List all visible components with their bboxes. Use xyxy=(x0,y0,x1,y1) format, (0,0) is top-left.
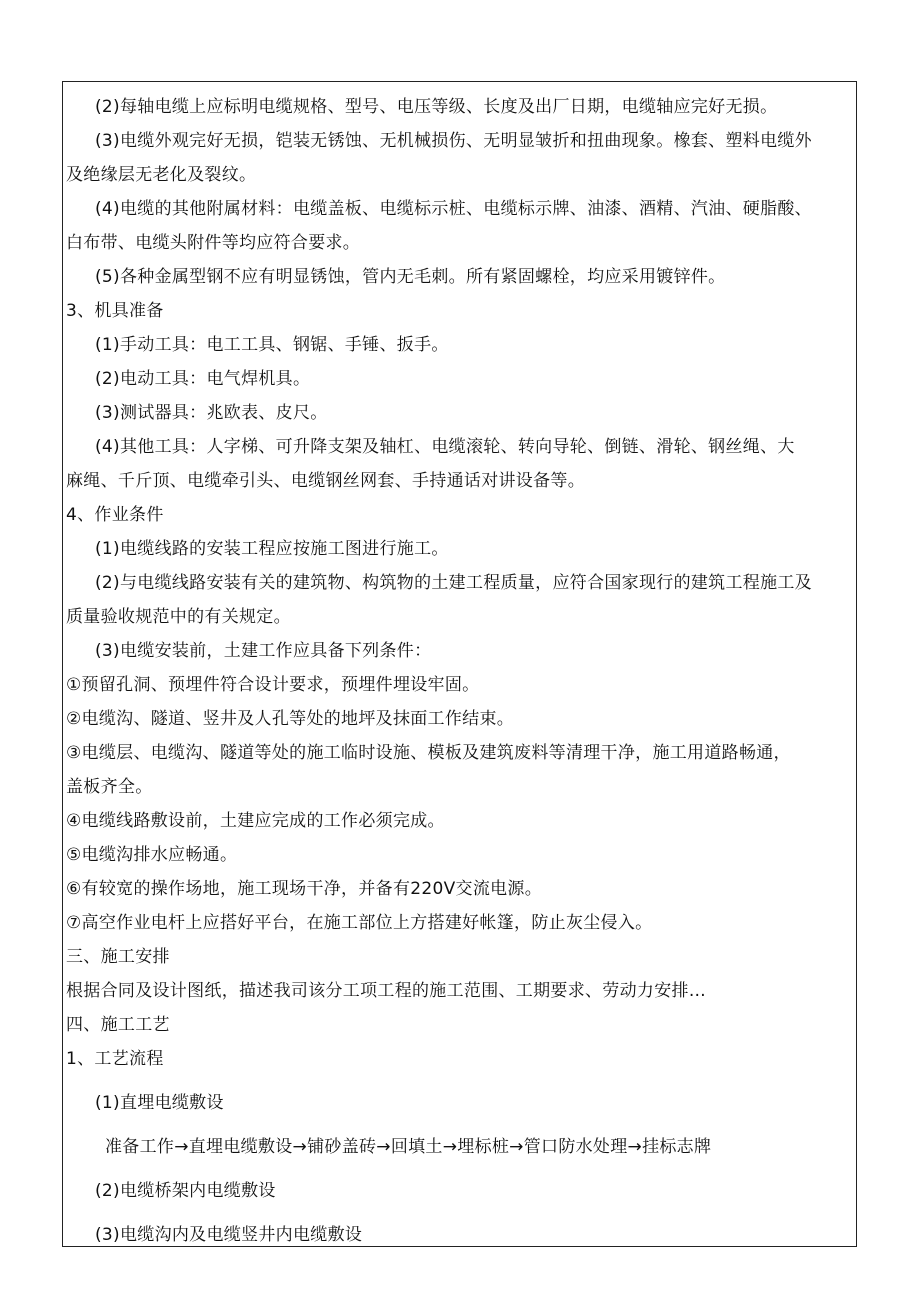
text-line: ⑥有较宽的操作场地，施工现场干净，并备有220V交流电源。 xyxy=(66,879,543,899)
text-line: 1、工艺流程 xyxy=(66,1049,164,1069)
text-line: 质量验收规范中的有关规定。 xyxy=(66,607,291,627)
text-line: (3)电缆外观完好无损，铠装无锈蚀、无机械损伤、无明显皱折和扭曲现象。橡套、塑料电缆外 xyxy=(95,131,812,151)
text-line: 及绝缘层无老化及裂纹。 xyxy=(66,165,257,185)
text-line: (5)各种金属型钢不应有明显锈蚀，管内无毛刺。所有紧固螺栓，均应采用镀锌件。 xyxy=(95,267,726,287)
text-line: 三、施工安排 xyxy=(66,947,170,967)
text-line: 根据合同及设计图纸，描述我司该分工项工程的施工范围、工期要求、劳动力安排… xyxy=(66,981,707,1001)
text-line: ⑦高空作业电杆上应搭好平台，在施工部位上方搭建好帐篷，防止灰尘侵入。 xyxy=(66,913,653,933)
text-line: (4)其他工具：人字梯、可升降支架及轴杠、电缆滚轮、转向导轮、倒链、滑轮、钢丝绳、大 xyxy=(95,437,795,457)
text-line: 麻绳、千斤顶、电缆牵引头、电缆钢丝网套、手持通话对讲设备等。 xyxy=(66,471,585,491)
text-line: (3)电缆安装前，土建工作应具备下列条件： xyxy=(95,641,432,661)
text-line: (1)手动工具：电工工具、钢锯、手锤、扳手。 xyxy=(95,335,449,355)
text-line: 四、施工工艺 xyxy=(66,1015,170,1035)
text-line: (4)电缆的其他附属材料：电缆盖板、电缆标示桩、电缆标示牌、油漆、酒精、汽油、硬脂酸、 xyxy=(95,199,812,219)
text-line: (3)测试器具：兆欧表、皮尺。 xyxy=(95,403,328,423)
text-line: (3)电缆沟内及电缆竖井内电缆敷设 xyxy=(95,1225,363,1245)
text-line: ①预留孔洞、预埋件符合设计要求，预埋件埋设牢固。 xyxy=(66,675,480,695)
text-line: (2)与电缆线路安装有关的建筑物、构筑物的土建工程质量，应符合国家现行的建筑工程施工及 xyxy=(95,573,812,593)
text-line: ③电缆层、电缆沟、隧道等处的施工临时设施、模板及建筑废料等清理干净，施工用道路畅通， xyxy=(66,743,791,763)
text-line: (1)电缆线路的安装工程应按施工图进行施工。 xyxy=(95,539,449,559)
text-line: (1)直埋电缆敷设 xyxy=(95,1093,224,1113)
text-line: 3、机具准备 xyxy=(66,301,164,321)
text-line: (2)电动工具：电气焊机具。 xyxy=(95,369,311,389)
text-line: 白布带、电缆头附件等均应符合要求。 xyxy=(66,233,361,253)
text-line: (2)每轴电缆上应标明电缆规格、型号、电压等级、长度及出厂日期，电缆轴应完好无损。 xyxy=(95,97,778,117)
document-frame xyxy=(62,81,857,1247)
text-line: ④电缆线路敷设前，土建应完成的工作必须完成。 xyxy=(66,811,445,831)
text-line: 准备工作→直埋电缆敷设→铺砂盖砖→回填土→埋标桩→管口防水处理→挂标志牌 xyxy=(105,1137,712,1157)
text-line: 4、作业条件 xyxy=(66,505,164,525)
text-line: ②电缆沟、隧道、竖井及人孔等处的地坪及抹面工作结束。 xyxy=(66,709,515,729)
text-line: ⑤电缆沟排水应畅通。 xyxy=(66,845,238,865)
text-line: (2)电缆桥架内电缆敷设 xyxy=(95,1181,276,1201)
text-line: 盖板齐全。 xyxy=(66,777,153,797)
